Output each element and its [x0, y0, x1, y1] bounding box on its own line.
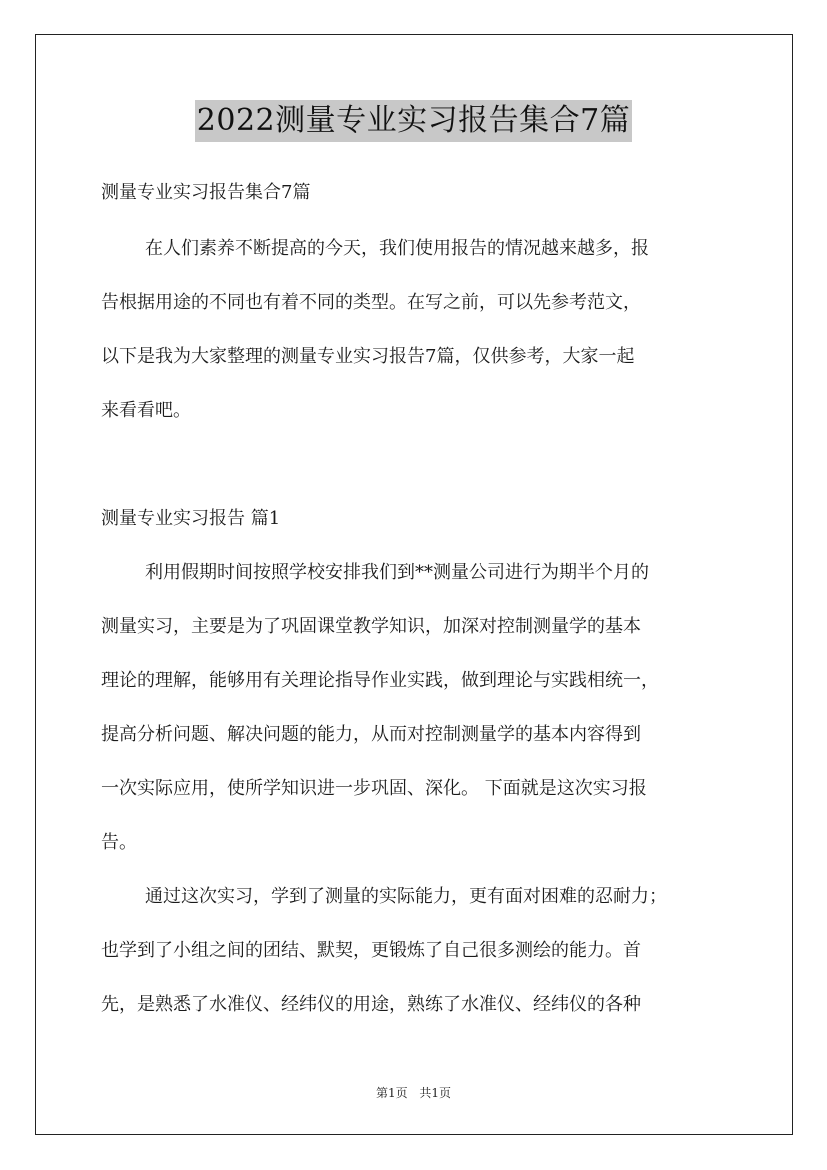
para2-line-2: 也学到了小组之间的团结、默契，更锻炼了自己很多测绘的能力。首 [101, 940, 641, 961]
para1-line-6: 告。 [101, 832, 137, 853]
intro-line-3: 以下是我为大家整理的测量专业实习报告7篇，仅供参考，大家一起 [101, 346, 635, 367]
intro-line-2: 告根据用途的不同也有着不同的类型。在写之前，可以先参考范文， [101, 292, 641, 313]
section-heading: 测量专业实习报告 篇1 [101, 508, 281, 529]
para1-line-2: 测量实习，主要是为了巩固课堂教学知识，加深对控制测量学的基本 [101, 616, 641, 637]
para1-line-1: 利用假期时间按照学校安排我们到**测量公司进行为期半个月的 [145, 562, 649, 583]
para1-line-5: 一次实际应用，使所学知识进一步巩固、深化。 下面就是这次实习报 [101, 778, 647, 799]
page-number-total: 共1页 [419, 1086, 452, 1100]
document-title: 2022测量专业实习报告集合7篇 [195, 100, 632, 142]
page-number-current: 第1页 [375, 1086, 408, 1100]
page-footer [0, 1085, 827, 1101]
document-subtitle: 测量专业实习报告集合7篇 [101, 182, 311, 203]
intro-line-4: 来看看吧。 [101, 400, 191, 421]
para1-line-3: 理论的理解，能够用有关理论指导作业实践，做到理论与实践相统一， [101, 670, 659, 691]
title-container [0, 100, 827, 142]
para2-line-1: 通过这次实习，学到了测量的实际能力，更有面对困难的忍耐力； [145, 886, 667, 907]
intro-line-1: 在人们素养不断提高的今天，我们使用报告的情况越来越多，报 [145, 238, 649, 259]
para1-line-4: 提高分析问题、解决问题的能力，从而对控制测量学的基本内容得到 [101, 724, 641, 745]
para2-line-3: 先，是熟悉了水准仪、经纬仪的用途，熟练了水准仪、经纬仪的各种 [101, 994, 641, 1015]
